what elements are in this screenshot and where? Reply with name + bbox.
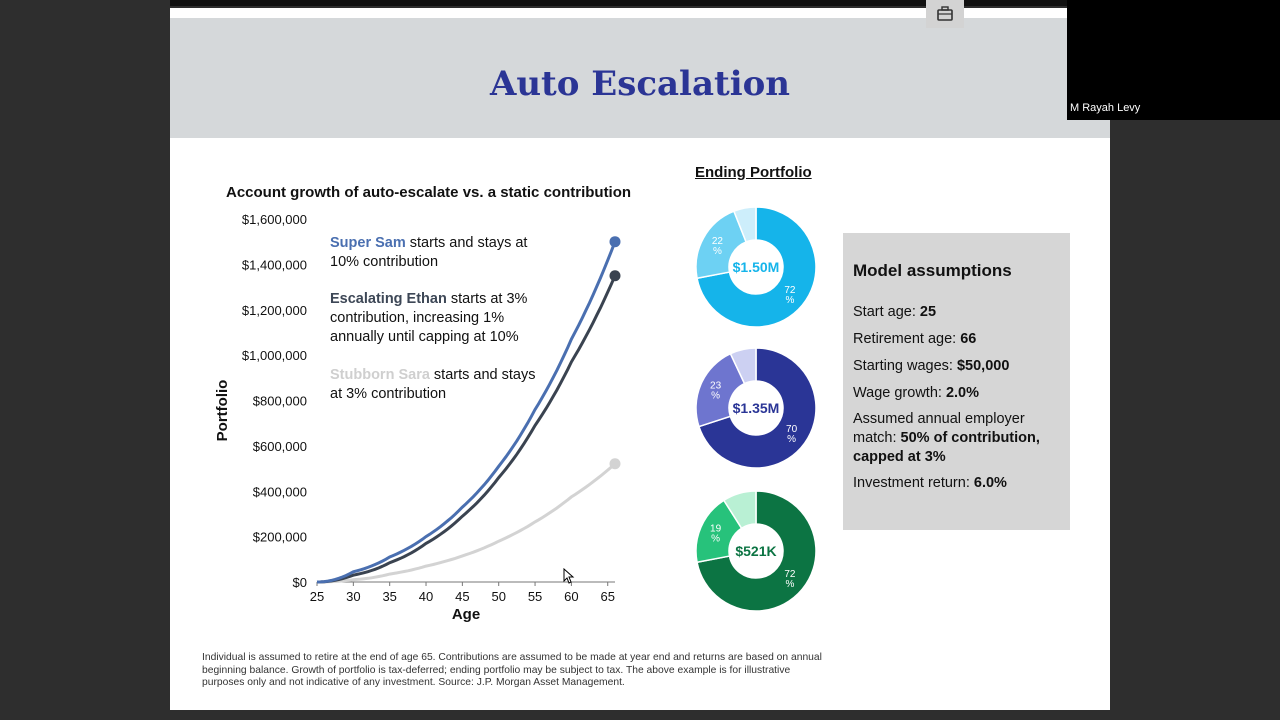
participant-name: M Rayah Levy [1070,102,1141,114]
wage-growth-line [853,384,1065,403]
slice-label: 19 % [710,523,722,545]
y-axis-label: Portfolio [214,379,231,442]
legend-sam-name: Super Sam [330,235,406,251]
wage-growth-value: 2.0% [945,385,980,401]
x-tick-label: 40 [418,589,434,604]
chart-title: Account growth of auto-escalate vs. a static contribution [226,184,632,201]
model-title: Model assumptions [853,261,1012,280]
x-axis-label: Age [451,606,481,623]
legend-sam-desc2: 10% contribution [330,254,439,270]
y-tick-label: $200,000 [252,529,307,545]
briefcase-button[interactable] [926,0,964,28]
y-tick-label: $1,000,000 [241,348,307,364]
legend-ethan-desc3: annually until capping at 10% [330,329,519,345]
legend-ethan [330,290,527,347]
x-tick-label: 30 [346,589,361,604]
ending-portfolio-title: Ending Portfolio [695,164,812,181]
y-tick-label: $1,200,000 [241,302,307,318]
investment-return-value: 6.0% [973,475,1007,491]
legend-ethan-desc2: contribution, increasing 1% [330,310,505,326]
mouse-cursor-icon [563,568,575,584]
slice-label: 70 % [786,423,798,445]
slide-header [170,18,1110,138]
series-end-point [610,270,621,281]
legend-sara-name: Stubborn Sara [330,367,430,383]
x-tick-label: 45 [455,589,470,604]
y-tick-label: $0 [292,575,307,590]
briefcase-icon [926,0,964,28]
starting-wages-line [853,357,1065,376]
investment-return-line [853,474,1065,493]
start-age-line [853,303,1065,322]
slice-label: 72 % [784,285,796,307]
donut-center-label: $1.35M [732,400,780,416]
y-tick-label: $1,600,000 [241,212,307,227]
x-tick-label: 35 [382,589,397,604]
y-tick-label: $800,000 [252,393,307,409]
series-line [317,464,615,582]
wage-growth-label: Wage growth: [853,385,946,401]
y-tick-label: $1,400,000 [241,257,307,273]
legend-sam [330,234,527,272]
start-age-label: Start age: [853,304,920,320]
legend-sara-desc1: starts and stays [429,367,536,383]
donut-super-sam [694,205,818,329]
employer-match-value: 50% of contribution, capped at 3% [853,430,1040,465]
donut-center-label: $521K [735,543,777,559]
x-tick-label: 60 [564,589,579,604]
y-tick-label: $400,000 [252,484,307,500]
legend-ethan-desc1: starts at 3% [446,291,528,307]
donut-stubborn-sara [694,489,818,613]
slice-label: 23 % [710,380,722,402]
retirement-age-label: Retirement age: [853,331,961,347]
series-end-point [610,458,621,469]
legend-sara [330,366,535,404]
employer-match-line [853,410,1065,467]
slide-title: Auto Escalation [489,64,791,104]
x-tick-label: 55 [527,589,543,604]
x-tick-label: 65 [600,589,615,604]
legend-sara-desc2: at 3% contribution [330,386,447,402]
x-tick-label: 50 [491,589,506,604]
starting-wages-value: $50,000 [956,358,1010,374]
donut-escalating-ethan [694,346,818,470]
slice-label: 22 % [711,235,724,257]
slice-label: 72 % [784,569,796,591]
series-end-point [610,236,621,247]
donut-center-label: $1.50M [732,259,780,275]
retirement-age-line [853,330,1065,349]
employer-match-label: Assumed annual employer match: [853,411,1025,446]
participant-video-tile[interactable] [1067,0,1280,120]
investment-return-label: Investment return: [853,475,974,491]
starting-wages-label: Starting wages: [853,358,957,374]
start-age-value: 25 [919,304,937,320]
y-tick-label: $600,000 [252,438,307,454]
retirement-age-value: 66 [960,331,977,347]
model-assumptions-box [843,233,1070,530]
footnote: Individual is assumed to retire at the end of age 65. Contributions are assumed to be made at year end and returns are based on annual beginning balance. Growth of portfolio is tax-deferred; ending portfolio may be subject to tax. The above example is for illustrative purposes only and not indicative of any investment. Source: J.P. Morgan Asset Management. [202,652,822,688]
legend-ethan-name: Escalating Ethan [330,291,447,307]
legend-sam-desc1: starts and stays at [405,235,528,251]
x-tick-label: 25 [309,589,325,604]
